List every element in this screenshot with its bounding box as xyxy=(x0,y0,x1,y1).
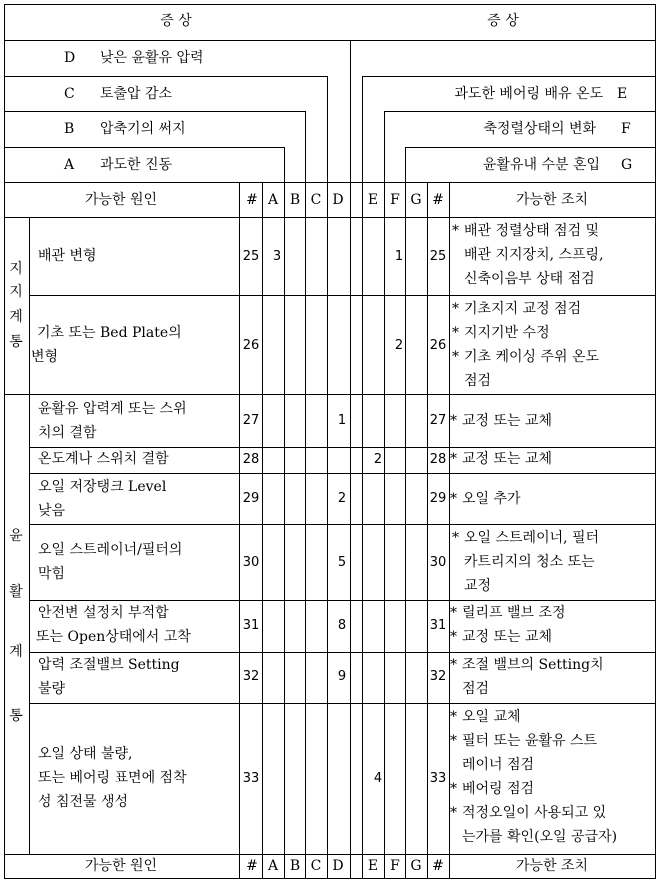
col-e: E xyxy=(367,192,379,208)
row-value-d: 1 xyxy=(337,413,347,428)
row-number: 26 xyxy=(242,338,260,353)
row-value-e: 4 xyxy=(373,771,383,786)
grid-line xyxy=(29,524,656,525)
row-number: 28 xyxy=(242,452,260,467)
grid-line xyxy=(327,76,328,879)
grid-line xyxy=(405,147,406,879)
cause-text: 온도계나 스위치 결함 xyxy=(38,451,169,467)
action-line: * 오일 추가 xyxy=(450,491,521,507)
symptom-label-b: 압축기의 써지 xyxy=(100,121,186,137)
grid-line xyxy=(350,40,351,879)
grid-line xyxy=(4,147,284,148)
grid-line xyxy=(4,76,327,77)
symptom-code-c: C xyxy=(64,86,75,102)
row-number-right: 33 xyxy=(429,771,447,786)
cause-text: 오일 저장탱크 Level xyxy=(38,479,167,495)
symptom-heading-right: 증 상 xyxy=(487,13,519,29)
cause-cell xyxy=(38,742,187,814)
action-line: * 필터 또는 윤활유 스트 xyxy=(450,733,598,749)
col-num-footer: # xyxy=(246,858,258,874)
cause-text: 윤활유 압력계 또는 스위 xyxy=(38,401,187,417)
col-a-footer: A xyxy=(267,858,279,874)
cause-text: 성 침전물 생성 xyxy=(38,794,129,810)
grid-line xyxy=(4,182,656,183)
grid-line xyxy=(284,147,285,879)
row-value-d: 8 xyxy=(337,618,347,633)
action-line: * 교정 또는 교체 xyxy=(450,451,553,467)
col-action-footer: 가능한 조치 xyxy=(515,858,589,874)
row-value-d: 5 xyxy=(337,555,347,570)
cause-text: 기초 또는 Bed Plate의 xyxy=(37,325,182,341)
row-number: 33 xyxy=(242,771,260,786)
cause-cell xyxy=(38,397,187,445)
symptom-code-d: D xyxy=(64,50,76,66)
symptom-heading-left: 증 상 xyxy=(160,13,192,29)
group-label-support: 지 xyxy=(9,261,23,277)
row-value-f: 2 xyxy=(394,338,404,353)
row-number: 25 xyxy=(242,249,260,264)
action-line: * 기초 케이싱 주위 온도 xyxy=(452,349,600,365)
row-value-a: 3 xyxy=(272,249,282,264)
cause-text: 또는 Open상태에서 고착 xyxy=(36,629,191,645)
group-label-lubrication: 통 xyxy=(9,708,23,724)
grid-line xyxy=(29,217,30,854)
col-cause: 가능한 원인 xyxy=(84,192,158,208)
row-number-right: 28 xyxy=(429,452,447,467)
col-cause-footer: 가능한 원인 xyxy=(84,858,158,874)
action-line: 배관 지지장치, 스프링, xyxy=(464,247,604,263)
group-label-support: 통 xyxy=(9,334,23,350)
action-cell xyxy=(452,219,604,291)
symptom-code-b: B xyxy=(64,121,75,137)
row-number: 32 xyxy=(242,669,260,684)
group-label-lubrication: 윤 xyxy=(9,528,23,544)
col-b: B xyxy=(289,192,301,208)
action-line: * 적정오일이 사용되고 있 xyxy=(450,805,607,821)
grid-line xyxy=(4,4,5,879)
row-number-right: 32 xyxy=(429,669,447,684)
row-number: 31 xyxy=(242,618,260,633)
row-value-d: 9 xyxy=(337,669,347,684)
cause-cell xyxy=(36,601,191,649)
grid-line xyxy=(4,394,656,395)
grid-line xyxy=(362,76,363,879)
grid-line xyxy=(4,40,656,41)
grid-line xyxy=(262,182,263,879)
group-label-lubrication: 계 xyxy=(9,644,23,660)
symptom-code-g: G xyxy=(621,157,633,173)
col-f-footer: F xyxy=(390,858,400,874)
col-d-footer: D xyxy=(332,858,344,874)
cause-text: 낮음 xyxy=(38,503,66,519)
cause-cell xyxy=(38,475,166,523)
group-label-support: 계 xyxy=(9,309,23,325)
cause-text: 또는 베어링 표면에 점착 xyxy=(38,770,187,786)
grid-line xyxy=(305,111,306,879)
col-b-footer: B xyxy=(289,858,301,874)
row-number-right: 30 xyxy=(429,555,447,570)
row-value-d: 2 xyxy=(337,491,347,506)
symptom-label-d: 낮은 윤활유 압력 xyxy=(100,50,204,66)
grid-line xyxy=(405,147,656,148)
grid-line xyxy=(427,182,428,879)
col-action: 가능한 조치 xyxy=(515,192,589,208)
symptom-code-a: A xyxy=(64,157,75,173)
action-line: 점검 xyxy=(462,681,490,697)
action-cell xyxy=(450,653,604,701)
action-line: 점검 xyxy=(464,373,492,389)
cause-cell xyxy=(38,244,97,268)
grid-line xyxy=(4,4,656,5)
col-e-footer: E xyxy=(367,858,379,874)
col-c: C xyxy=(310,192,322,208)
grid-line xyxy=(239,182,240,879)
action-line: * 교정 또는 교체 xyxy=(450,629,553,645)
cause-text: 배관 변형 xyxy=(38,248,97,264)
action-line: * 교정 또는 교체 xyxy=(450,413,553,429)
grid-line xyxy=(4,878,656,879)
grid-line xyxy=(655,4,656,879)
action-cell xyxy=(452,297,599,393)
cause-text: 막힘 xyxy=(38,566,66,582)
cause-text: 불량 xyxy=(38,681,66,697)
col-a: A xyxy=(267,192,279,208)
action-cell xyxy=(452,526,599,598)
row-number-right: 31 xyxy=(429,618,447,633)
col-g: G xyxy=(410,192,422,208)
row-number: 29 xyxy=(242,491,260,506)
row-number-right: 25 xyxy=(429,249,447,264)
group-label-support: 지 xyxy=(9,284,23,300)
action-line: * 릴리프 밸브 조정 xyxy=(450,605,566,621)
cause-text: 변형 xyxy=(31,349,59,365)
grid-line xyxy=(4,111,305,112)
grid-line xyxy=(384,111,656,112)
row-number: 30 xyxy=(242,555,260,570)
grid-line xyxy=(4,854,656,855)
cause-text: 오일 상태 불량, xyxy=(38,746,133,762)
cause-cell xyxy=(38,538,182,586)
action-line: 는가를 확인(오일 공급자) xyxy=(462,829,618,845)
col-f: F xyxy=(390,192,400,208)
grid-line xyxy=(29,473,656,474)
row-number-right: 29 xyxy=(429,491,447,506)
col-num2-footer: # xyxy=(432,858,444,874)
action-line: 교정 xyxy=(464,578,492,594)
symptom-label-c: 토출압 감소 xyxy=(100,86,173,102)
action-cell xyxy=(450,409,552,433)
row-number-right: 27 xyxy=(429,413,447,428)
col-c-footer: C xyxy=(310,858,322,874)
symptom-code-f: F xyxy=(621,121,631,137)
col-num: # xyxy=(246,192,258,208)
grid-line xyxy=(362,76,656,77)
grid-line xyxy=(4,217,656,218)
action-line: 카트리지의 청소 또는 xyxy=(464,554,595,570)
action-cell xyxy=(450,705,617,849)
symptom-label-e: 과도한 베어링 배유 온도 xyxy=(454,86,603,102)
col-num2: # xyxy=(432,192,444,208)
symptom-label-a: 과도한 진동 xyxy=(100,157,173,173)
cause-cell xyxy=(38,653,180,701)
cause-text: 안전변 설정치 부적합 xyxy=(38,605,169,621)
action-cell xyxy=(450,601,566,649)
grid-line xyxy=(384,111,385,879)
row-number-right: 26 xyxy=(429,338,447,353)
symptom-label-g: 윤활유내 수분 혼입 xyxy=(482,157,600,173)
row-value-e: 2 xyxy=(373,452,383,467)
symptom-code-e: E xyxy=(617,86,628,102)
action-line: * 베어링 점검 xyxy=(450,781,535,797)
action-line: * 기초지지 교정 점검 xyxy=(452,301,582,317)
action-line: * 배관 정렬상태 점검 및 xyxy=(452,223,600,239)
action-line: * 지지기반 수정 xyxy=(452,325,550,341)
action-line: * 조절 밸브의 Setting치 xyxy=(450,657,604,673)
group-label-lubrication: 활 xyxy=(9,584,23,600)
action-cell xyxy=(450,447,552,471)
cause-text: 압력 조절밸브 Setting xyxy=(38,657,180,673)
row-number: 27 xyxy=(242,413,260,428)
cause-text: 치의 결함 xyxy=(38,425,97,441)
action-line: * 오일 스트레이너, 필터 xyxy=(452,530,600,546)
cause-text: 오일 스트레이너/필터의 xyxy=(38,542,183,558)
grid-line xyxy=(29,295,656,296)
row-value-f: 1 xyxy=(394,249,404,264)
action-line: 신축이음부 상태 점검 xyxy=(464,271,595,287)
col-g-footer: G xyxy=(410,858,422,874)
cause-cell xyxy=(38,447,169,471)
grid-line xyxy=(29,703,656,704)
cause-cell xyxy=(31,321,182,369)
action-cell xyxy=(450,487,521,511)
action-line: * 오일 교체 xyxy=(450,709,521,725)
col-d: D xyxy=(332,192,344,208)
symptom-label-f: 축정렬상태의 변화 xyxy=(483,121,596,137)
action-line: 레이너 점검 xyxy=(462,757,535,773)
